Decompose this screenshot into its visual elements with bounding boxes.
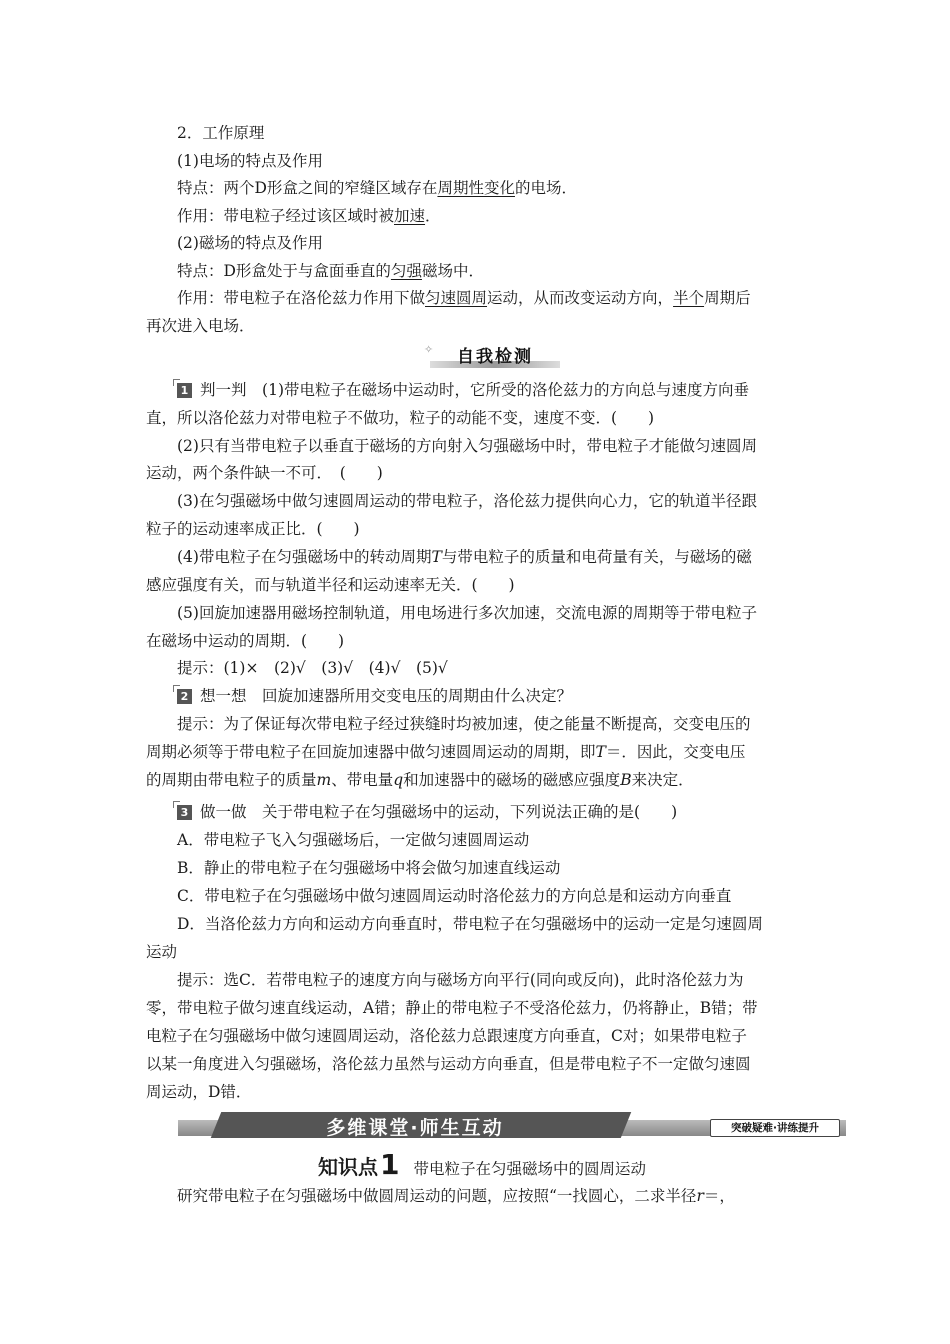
question-1-line: (4)带电粒子在匀强磁场中的转动周期T与带电粒子的质量和电荷量有关，与磁场的磁: [177, 548, 752, 566]
paragraph-line: 研究带电粒子在匀强磁场中做圆周运动的问题，应按照“一找圆心，二求半径r＝，: [177, 1187, 735, 1205]
question-1-line: 运动，两个条件缺一不可． ( ): [146, 464, 383, 482]
question-3-hint: 周运动，D错．: [146, 1083, 252, 1101]
question-1-line: 感应强度有关，而与轨道半径和运动速率无关．( ): [146, 576, 515, 594]
question-number-badge: 3: [177, 805, 192, 820]
question-1-line: 1 判一判 (1)带电粒子在磁场中运动时，它所受的洛伦兹力的方向总与速度方向垂: [177, 379, 807, 401]
knowledge-point-heading: [318, 1148, 646, 1181]
subsection-title: (1)电场的特点及作用: [177, 152, 323, 170]
question-3-hint: 提示：选C．若带电粒子的速度方向与磁场方向平行(同向或反向)，此时洛伦兹力为: [177, 971, 744, 989]
knowledge-point-topic: 带电粒子在匀强磁场中的圆周运动: [413, 1160, 646, 1178]
question-1-line: (2)只有当带电粒子以垂直于磁场的方向射入匀强磁场中时，带电粒子才能做匀速圆周: [177, 437, 757, 455]
knowledge-point-label: 知识点: [318, 1155, 378, 1179]
question-3-hint: 以某一角度进入匀强磁场，洛伦兹力虽然与运动方向垂直，但是带电粒子不一定做匀速圆: [146, 1055, 751, 1073]
paragraph-line: 特点：两个D形盒之间的窄缝区域存在周期性变化的电场．: [177, 179, 577, 197]
knowledge-point-number: 1: [380, 1148, 400, 1181]
question-3-hint: 零，带电粒子做匀速直线运动，A错；静止的带电粒子不受洛伦兹力，仍将静止，B错；带: [146, 999, 758, 1017]
question-3-line: 3 做一做 关于带电粒子在匀强磁场中的运动，下列说法正确的是( ): [177, 801, 807, 823]
banner-tag: 突破疑难·讲练提升: [710, 1119, 840, 1137]
paragraph-line: 作用：带电粒子经过该区域时被加速．: [177, 207, 441, 225]
question-1-line: 直，所以洛伦兹力对带电粒子不做功，粒子的动能不变，速度不变．( ): [146, 409, 655, 427]
self-check-title: 自我检测: [457, 347, 533, 367]
question-1-line: 在磁场中运动的周期．( ): [146, 632, 345, 650]
subsection-title: (2)磁场的特点及作用: [177, 234, 323, 252]
banner-title: 多维课堂·师生互动: [326, 1117, 504, 1139]
question-1-hint: 提示：(1)× (2)√ (3)√ (4)√ (5)√: [177, 659, 448, 677]
question-number-badge: 1: [177, 383, 192, 398]
option-a: A．带电粒子飞入匀强磁场后，一定做匀速圆周运动: [177, 831, 530, 849]
question-1-line: 粒子的运动速率成正比．( ): [146, 520, 360, 538]
question-number-badge: 2: [177, 689, 192, 704]
question-3-hint: 电粒子在匀强磁场中做匀速圆周运动，洛伦兹力总跟速度方向垂直，C对；如果带电粒子: [146, 1027, 747, 1045]
option-c: C．带电粒子在匀强磁场中做匀速圆周运动时洛伦兹力的方向总是和运动方向垂直: [177, 887, 732, 905]
paragraph-line: 再次进入电场．: [146, 317, 255, 335]
question-2-hint: 提示：为了保证每次带电粒子经过狭缝时均被加速，使之能量不断提高，交变电压的: [177, 715, 751, 733]
section-banner: [178, 1112, 846, 1138]
question-2-hint: 周期必须等于带电粒子在回旋加速器中做匀速圆周运动的周期，即T＝．因此，交变电压: [146, 743, 746, 761]
paragraph-line: 作用：带电粒子在洛伦兹力作用下做匀速圆周运动，从而改变运动方向，半个周期后: [177, 289, 751, 307]
sparkle-icon: ✧: [424, 343, 434, 356]
question-2-line: 2 想一想 回旋加速器所用交变电压的周期由什么决定？: [177, 685, 807, 707]
question-1-line: (5)回旋加速器用磁场控制轨道，用电场进行多次加速，交流电源的周期等于带电粒子: [177, 604, 757, 622]
option-b: B．静止的带电粒子在匀强磁场中将会做匀加速直线运动: [177, 859, 561, 877]
question-2-hint: 的周期由带电粒子的质量m、带电量q和加速器中的磁场的磁感应强度B来决定．: [146, 771, 694, 789]
option-d: 运动: [146, 943, 178, 961]
self-check-header: [424, 342, 560, 368]
paragraph-line: 特点：D形盒处于与盒面垂直的匀强磁场中．: [177, 262, 484, 280]
question-1-line: (3)在匀强磁场中做匀速圆周运动的带电粒子，洛伦兹力提供向心力，它的轨道半径跟: [177, 492, 757, 510]
section-heading: 2．工作原理: [177, 124, 265, 142]
option-d: D．当洛伦兹力方向和运动方向垂直时，带电粒子在匀强磁场中的运动一定是匀速圆周: [177, 915, 763, 933]
